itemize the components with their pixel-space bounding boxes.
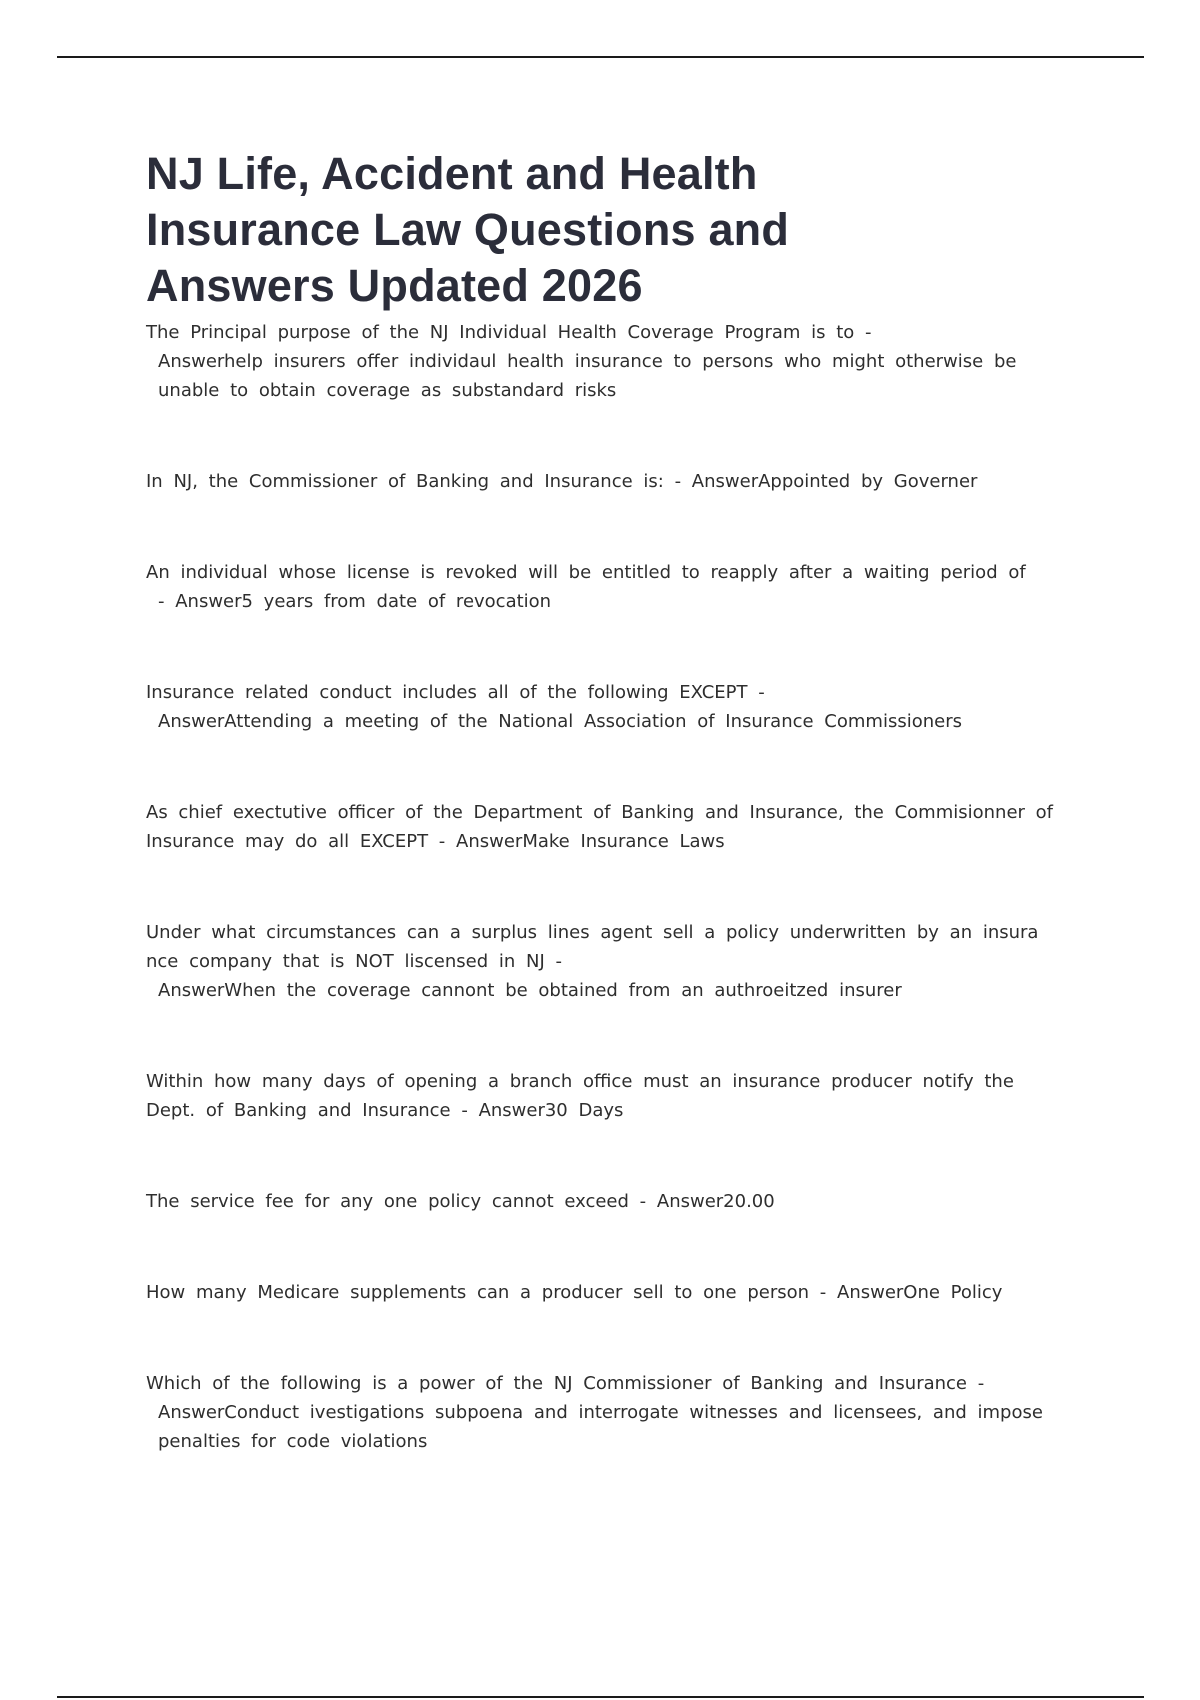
question-text: The Principal purpose of the NJ Individual Health Coverage Program is to -	[146, 322, 872, 343]
answer-text: Answer30 Days	[478, 1100, 624, 1121]
qa-item-10	[146, 1369, 1056, 1456]
qa-item-6	[146, 918, 1056, 1005]
qa-item-9	[146, 1278, 1056, 1307]
title-line-1: NJ Life, Accident and Health	[146, 148, 758, 199]
qa-item-8	[146, 1187, 1056, 1216]
qa-item-4	[146, 678, 1056, 736]
document-title	[146, 146, 1056, 314]
answer-text: AnswerAppointed by Governer	[691, 471, 978, 492]
qa-item-1	[146, 318, 1056, 405]
title-line-3: Answers Updated 2026	[146, 260, 643, 311]
answer-text: AnswerMake Insurance Laws	[456, 831, 725, 852]
answer-text: AnswerWhen the coverage cannont be obtained from an authroeitzed insurer	[158, 980, 902, 1001]
question-text: In NJ, the Commissioner of Banking and Insurance is: -	[146, 471, 682, 492]
question-text: Within how many days of opening a branch office must an insurance producer notify the Dept. of Banking and Insurance -	[146, 1071, 1014, 1121]
answer-text: Answer20.00	[656, 1191, 775, 1212]
bottom-rule	[57, 1696, 1144, 1698]
qa-item-2	[146, 467, 1056, 496]
qa-item-5	[146, 798, 1056, 856]
title-line-2: Insurance Law Questions and	[146, 204, 790, 255]
answer-text: AnswerConduct ivestigations subpoena and interrogate witnesses and licensees, and impose penalties for code violations	[158, 1402, 1043, 1452]
document-body	[146, 146, 1056, 1456]
qa-list	[146, 318, 1056, 1456]
question-text: Which of the following is a power of the NJ Commissioner of Banking and Insurance -	[146, 1373, 985, 1394]
answer-text: - Answer5 years from date of revocation	[158, 591, 552, 612]
question-text: Insurance related conduct includes all of the following EXCEPT -	[146, 682, 765, 703]
question-text: The service fee for any one policy cannot exceed -	[146, 1191, 647, 1212]
question-text: As chief exectutive officer of the Department of Banking and Insurance, the Commisionner of Insurance may do all EXCEPT -	[146, 802, 1053, 852]
question-text: Under what circumstances can a surplus lines agent sell a policy underwritten by an insura nce company that is NOT liscensed in NJ -	[146, 922, 1039, 972]
top-rule	[57, 56, 1144, 58]
answer-text: AnswerOne Policy	[837, 1282, 1003, 1303]
answer-text: AnswerAttending a meeting of the National Association of Insurance Commissioners	[158, 711, 962, 732]
qa-item-7	[146, 1067, 1056, 1125]
question-text: An individual whose license is revoked will be entitled to reapply after a waiting period of	[146, 562, 1026, 583]
qa-item-3	[146, 558, 1056, 616]
question-text: How many Medicare supplements can a producer sell to one person -	[146, 1282, 827, 1303]
answer-text: Answerhelp insurers offer individaul health insurance to persons who might otherwise be unable to obtain coverage as substandard risks	[158, 351, 1017, 401]
